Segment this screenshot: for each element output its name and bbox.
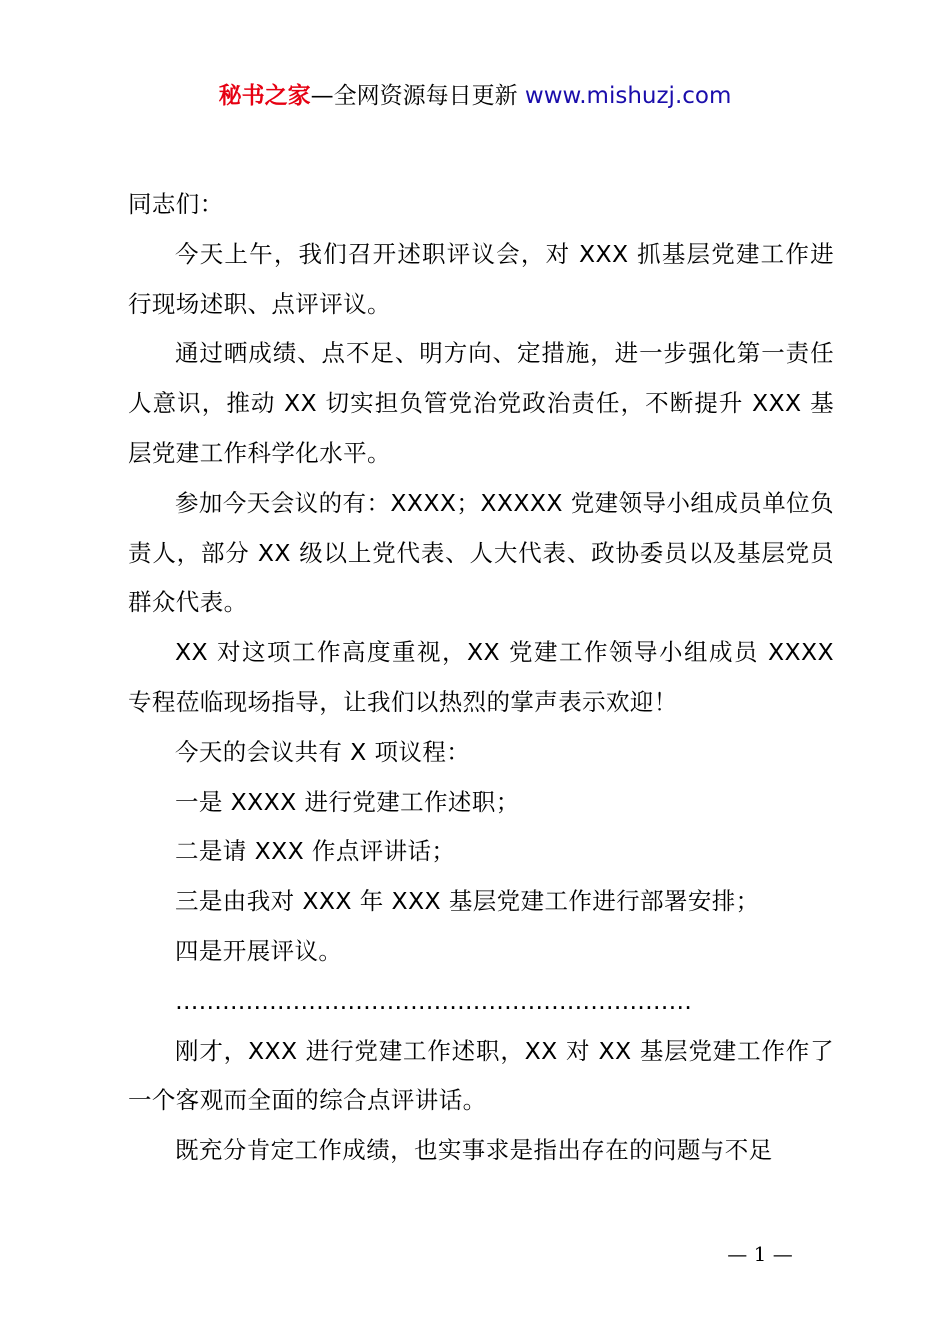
- header-url-link[interactable]: www.mishuzj.com: [524, 83, 732, 109]
- agenda-intro: 今天的会议共有 X 项议程：: [175, 737, 471, 766]
- agenda-item: 一是 XXXX 进行党建工作述职；: [175, 787, 520, 816]
- paragraph: 刚才，XXX 进行党建工作述职，XX 对 XX 基层党建工作作了一个客观而全面的综合点评讲话。: [128, 1036, 834, 1115]
- agenda-item: 四是开展评议。: [175, 936, 343, 965]
- page-number: — 1 —: [727, 1242, 793, 1266]
- salutation: 同志们：: [128, 190, 224, 218]
- paragraph: 既充分肯定工作成绩，也实事求是指出存在的问题与不足: [175, 1136, 773, 1165]
- agenda-item: 三是由我对 XXX 年 XXX 基层党建工作进行部署安排；: [175, 887, 760, 916]
- ellipsis-divider: …………………………………………………………: [175, 986, 692, 1015]
- header-tagline: —全网资源每日更新: [310, 83, 518, 109]
- page-header: [0, 80, 950, 112]
- paragraph: XX 对这项工作高度重视，XX 党建工作领导小组成员 XXXX 专程莅临现场指导，让我们以热烈的掌声表示欢迎！: [128, 638, 834, 716]
- paragraph: 今天上午，我们召开述职评议会，对 XXX 抓基层党建工作进行现场述职、点评评议。: [128, 239, 834, 318]
- paragraph: 参加今天会议的有：XXXX；XXXXX 党建领导小组成员单位负责人，部分 XX 级以上党代表、人大代表、政协委员以及基层党员群众代表。: [128, 488, 834, 617]
- paragraph: 通过晒成绩、点不足、明方向、定措施，进一步强化第一责任人意识，推动 XX 切实担负管党治党政治责任，不断提升 XXX 基层党建工作科学化水平。: [128, 339, 834, 467]
- agenda-item: 二是请 XXX 作点评讲话；: [175, 837, 456, 866]
- document-body: [128, 180, 834, 1176]
- header-brand: 秘书之家: [218, 83, 311, 109]
